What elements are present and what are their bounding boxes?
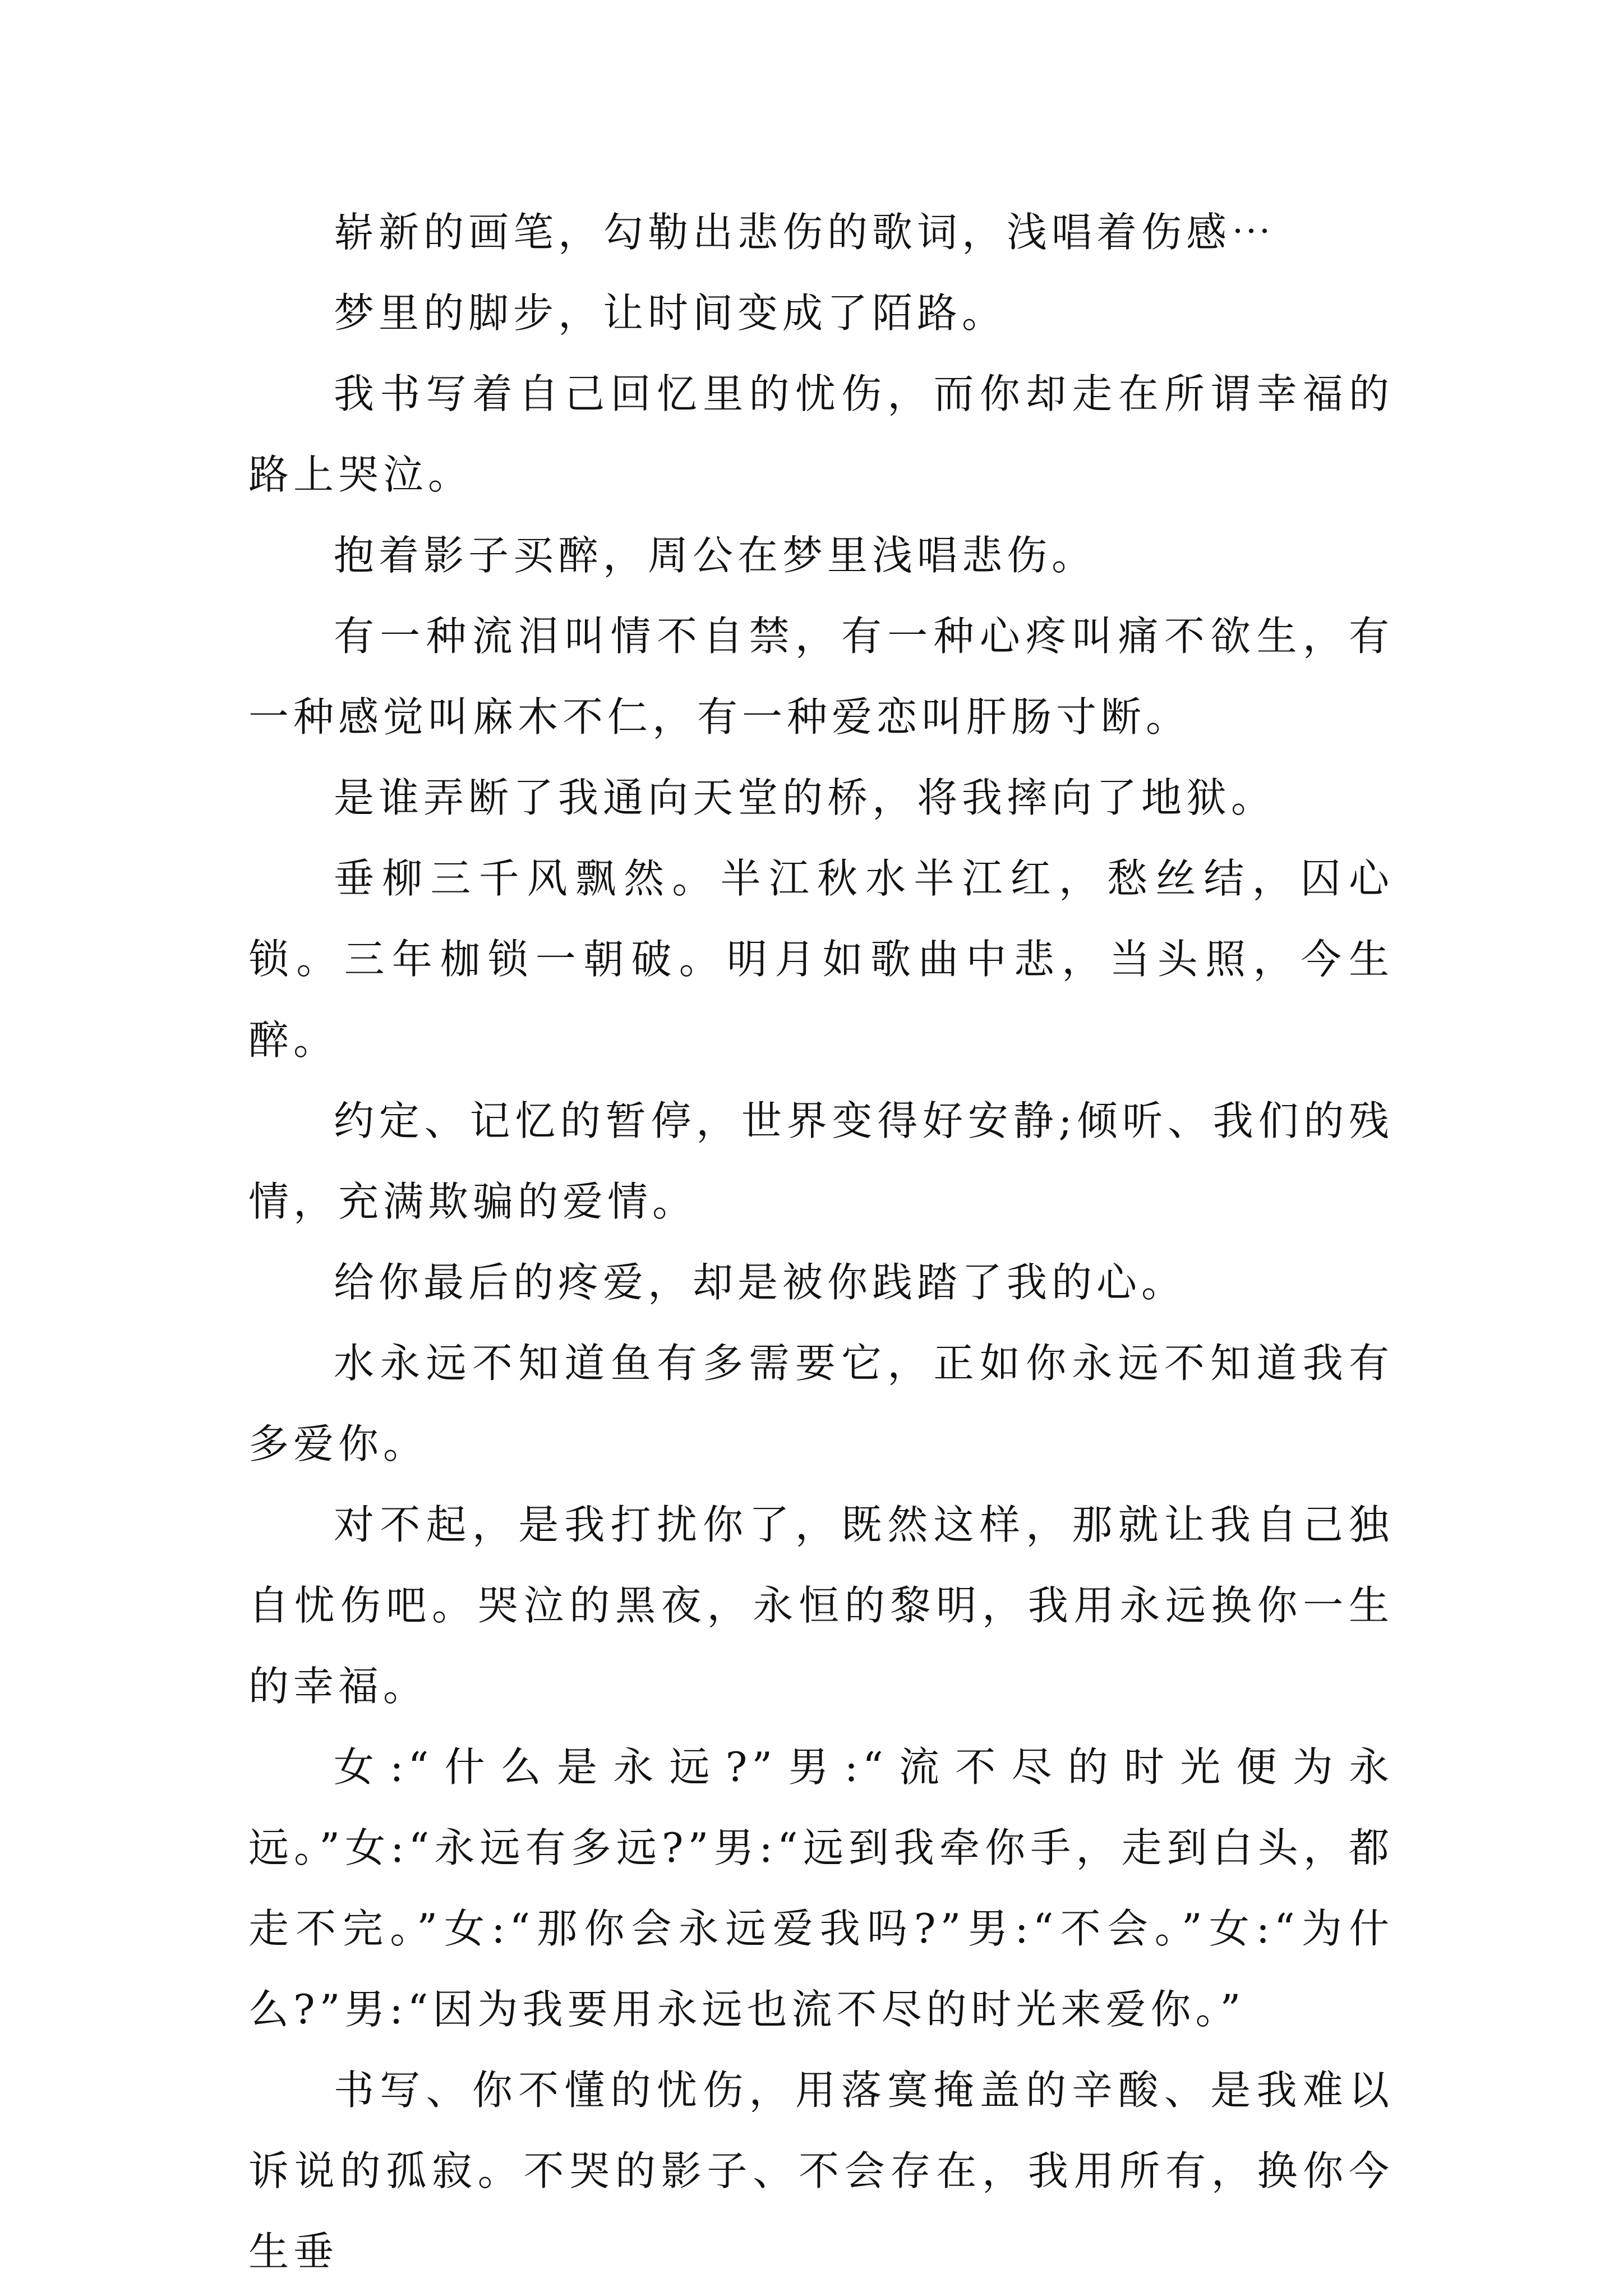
- paragraph-8: 约定、记忆的暂停，世界变得好安静;倾听、我们的残情，充满欺骗的爱情。: [248, 1097, 1394, 1225]
- paragraph-2: 梦里的脚步，让时间变成了陌路。: [334, 289, 1007, 337]
- paragraph-3: 我书写着自己回忆里的忧伤，而你却走在所谓幸福的路上哭泣。: [248, 370, 1394, 498]
- paragraph-13: 书写、你不懂的忧伤，用落寞掩盖的辛酸、是我难以诉说的孤寂。不哭的影子、不会存在，我用所有，换你今生垂: [248, 2067, 1394, 2275]
- paragraph-11: 对不起，是我打扰你了，既然这样，那就让我自己独自忧伤吧。哭泣的黑夜，永恒的黎明，我用永远换你一生的幸福。: [248, 1501, 1394, 1710]
- body-text: [248, 192, 1394, 2292]
- paragraph-6: 是谁弄断了我通向天堂的桥，将我摔向了地狱。: [334, 774, 1276, 821]
- paragraph-1: 崭新的画笔，勾勒出悲伤的歌词，浅唱着伤感⋯: [334, 209, 1276, 256]
- paragraph-4: 抱着影子买醉，周公在梦里浅唱悲伤。: [334, 532, 1097, 579]
- paragraph-5: 有一种流泪叫情不自禁，有一种心疼叫痛不欲生，有一种感觉叫麻木不仁，有一种爱恋叫肝肠寸断。: [248, 613, 1394, 740]
- paragraph-10: 水永远不知道鱼有多需要它，正如你永远不知道我有多爱你。: [248, 1340, 1394, 1467]
- paragraph-7: 垂柳三千风飘然。半江秋水半江红，愁丝结，囚心锁。三年枷锁一朝破。明月如歌曲中悲，当头照，今生醉。: [248, 855, 1394, 1064]
- paragraph-12: 女:“什么是永远?”男:“流不尽的时光便为永远。”女:“永远有多远?”男:“远到我牵你手，走到白头，都走不完。”女:“那你会永远爱我吗?”男:“不会。”女:“为什么?”男:“因为我要用永远也流不尽的时光来爱你。”: [248, 1743, 1394, 2033]
- paragraph-9: 给你最后的疼爱，却是被你践踏了我的心。: [334, 1259, 1187, 1306]
